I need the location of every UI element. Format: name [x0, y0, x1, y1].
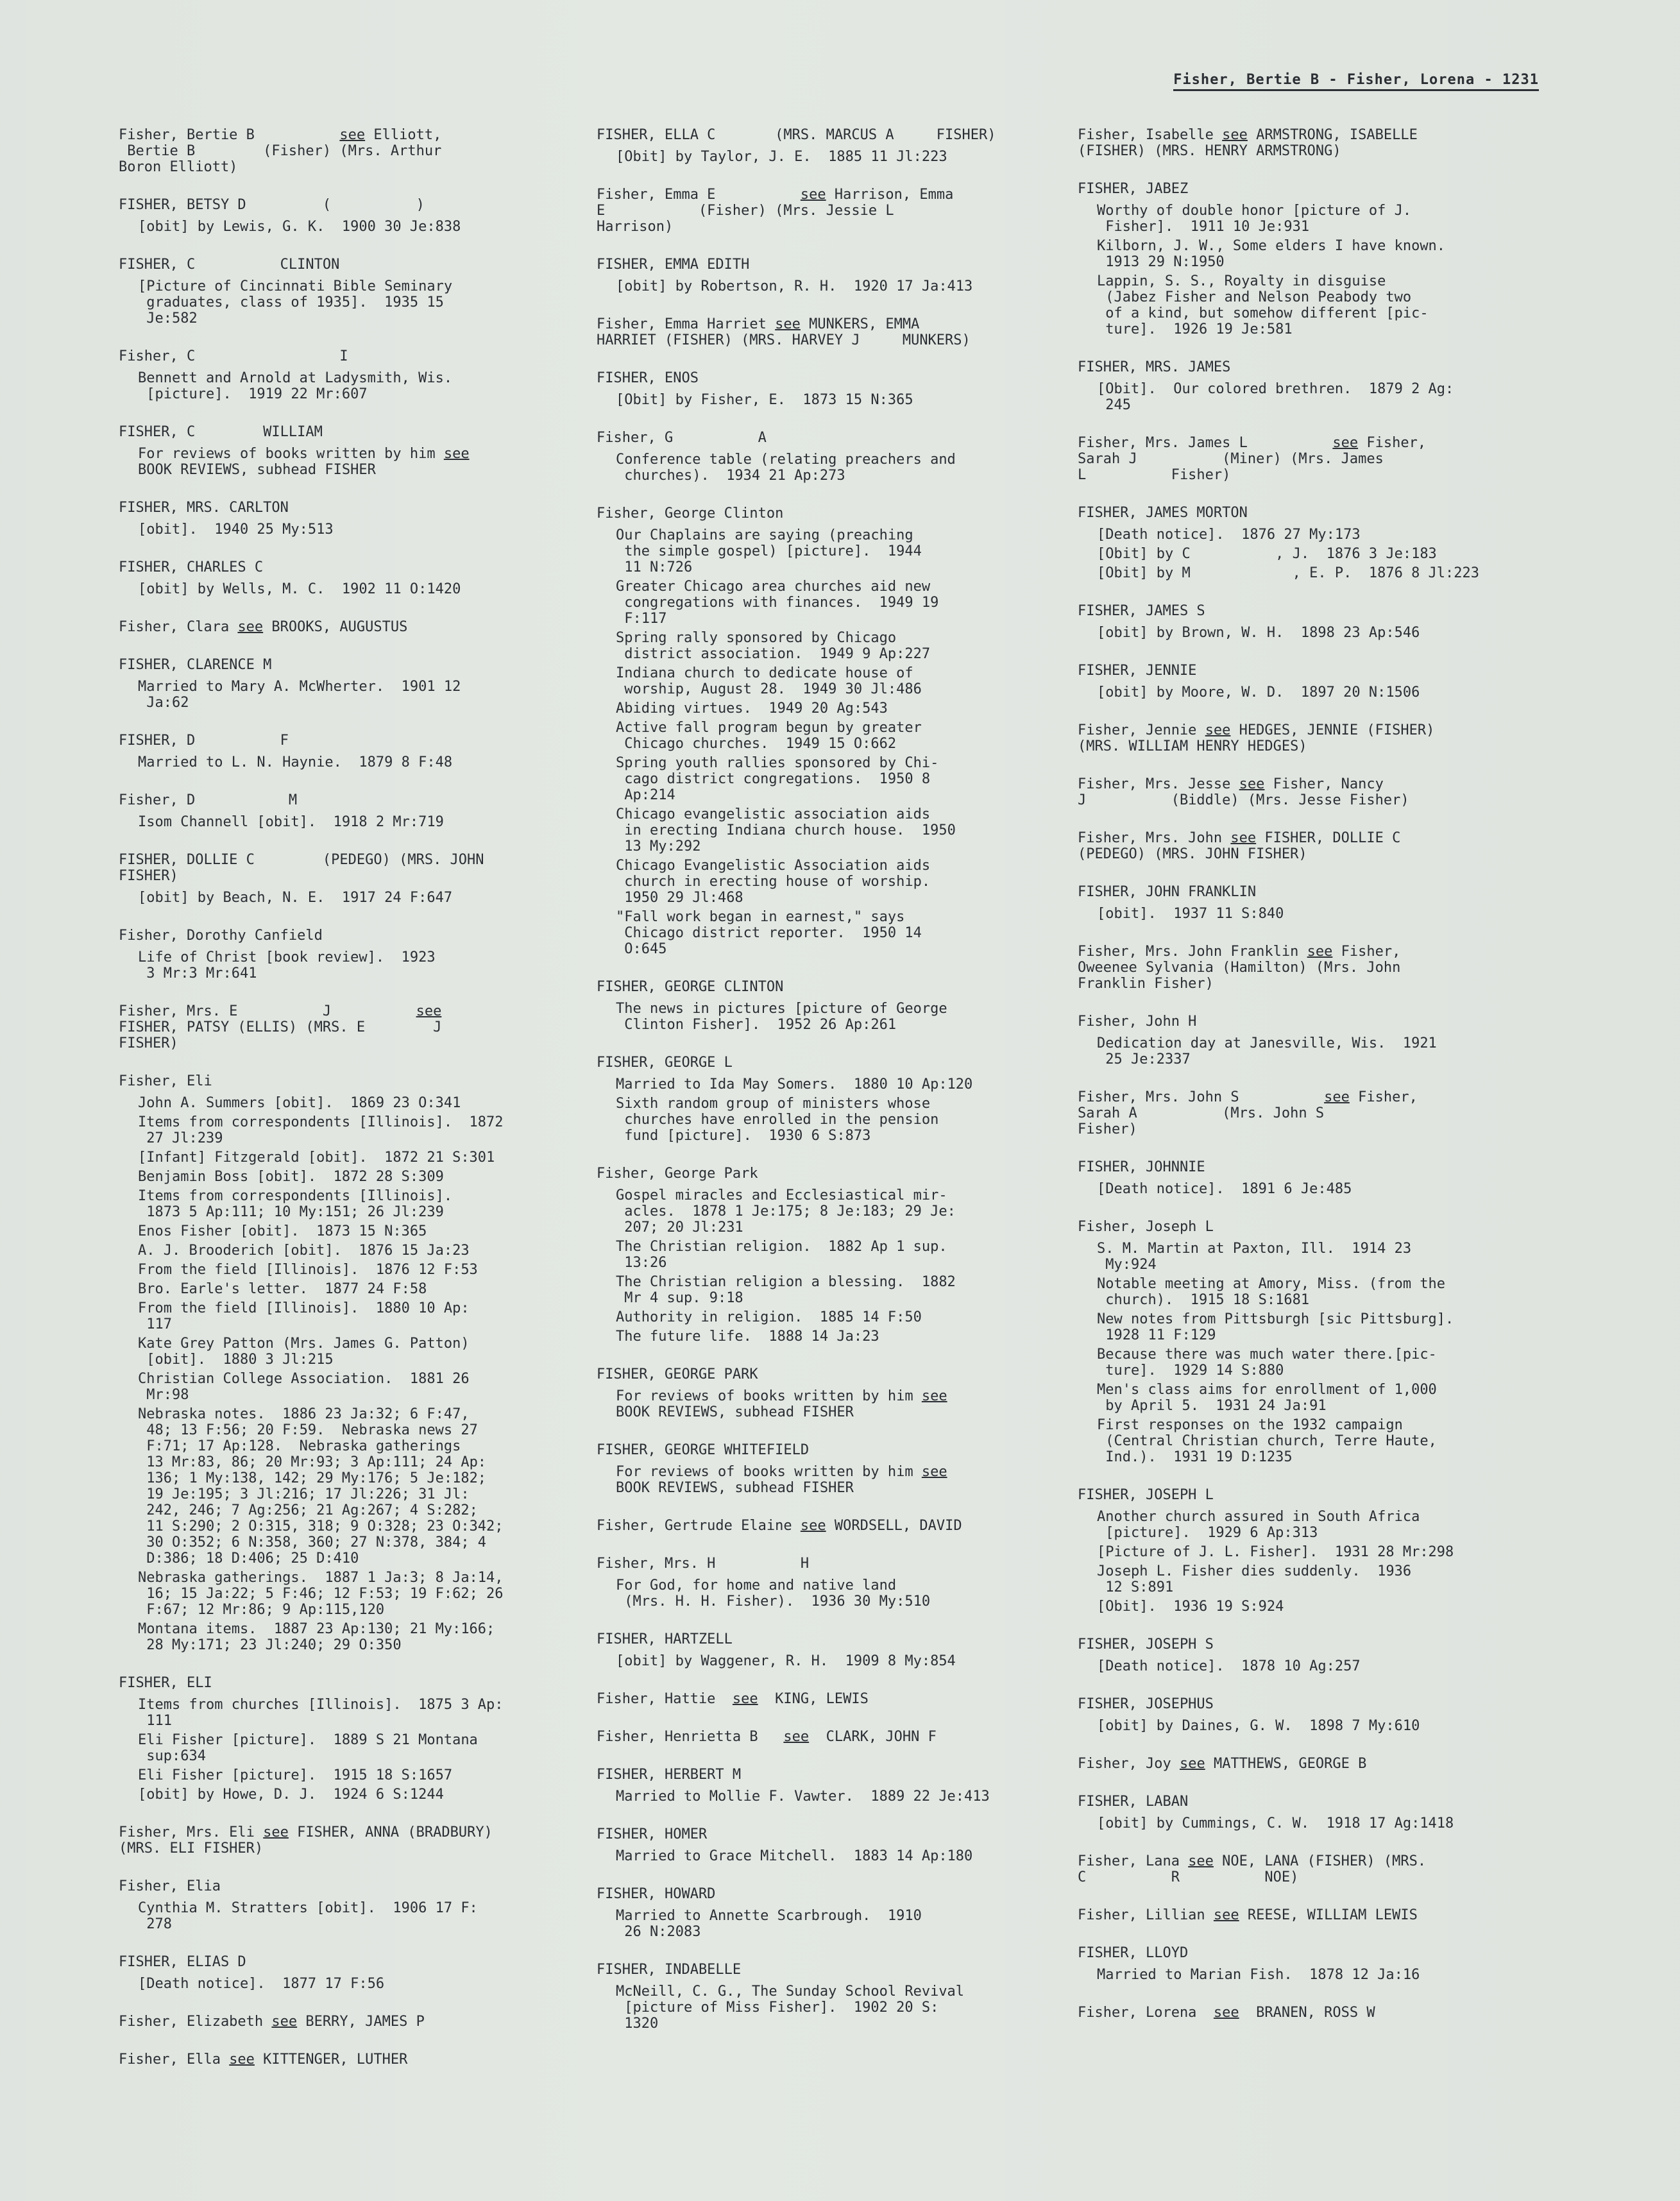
- entry-citation: Men's class aims for enrollment of 1,000 by April 5. 1931 24 Ja:91: [1097, 1382, 1437, 1414]
- entry-citation: Sixth random group of ministers whose churches have enrolled in the pension fund [picture]. 1930 6 S:873: [616, 1096, 939, 1144]
- entry-heading: FISHER, LABAN: [1078, 1794, 1189, 1810]
- entry-heading: Fisher, John H: [1078, 1014, 1197, 1030]
- entry-citation: Montana items. 1887 23 Ap:130; 21 My:166; 28 My:171; 23 Jl:240; 29 O:350: [138, 1621, 495, 1653]
- index-entry: [119, 424, 568, 478]
- entry-heading: FISHER, MRS. CARLTON: [119, 500, 289, 516]
- entry-citation: Lappin, S. S., Royalty in disguise (Jabez Fisher and Nelson Peabody two of a kind, but somehow different [pic- ture]. 1926 19 Je:581: [1097, 273, 1429, 337]
- entry-heading: FISHER, C WILLIAM: [119, 424, 323, 440]
- index-entry: [597, 1518, 1046, 1534]
- entry-heading: Fisher, Bertie B see Elliott, Bertie B (Fisher) (Mrs. Arthur Boron Elliott): [119, 127, 442, 175]
- index-entry: [119, 559, 568, 597]
- index-entry: [119, 1073, 568, 1653]
- index-entry: [119, 852, 568, 906]
- entry-heading: Fisher, Mrs. E J see FISHER, PATSY (ELLIS) (MRS. E J FISHER): [119, 1003, 442, 1051]
- entry-citation: Greater Chicago area churches aid new congregations with finances. 1949 19 F:117: [616, 579, 939, 627]
- index-entry: [1078, 603, 1527, 641]
- entry-citation: [obit]. 1937 11 S:840: [1097, 906, 1284, 922]
- entry-citation: [Picture of Cincinnati Bible Seminary graduates, class of 1935]. 1935 15 Je:582: [138, 278, 453, 327]
- index-entry: [1078, 181, 1527, 337]
- entry-heading: Fisher, Henrietta B see CLARK, JOHN F: [597, 1729, 937, 1745]
- entry-citation: Items from churches [Illinois]. 1875 3 Ap: 111: [138, 1697, 504, 1729]
- entry-heading: Fisher, George Clinton: [597, 506, 784, 522]
- index-entry: [1078, 944, 1527, 992]
- index-entry: [119, 657, 568, 711]
- entry-heading: FISHER, ENOS: [597, 370, 699, 386]
- index-entry: [1078, 1089, 1527, 1137]
- entry-heading: FISHER, CLARENCE M: [119, 657, 272, 673]
- entry-citation: Abiding virtues. 1949 20 Ag:543: [616, 701, 888, 717]
- index-entry: [1078, 2005, 1527, 2021]
- entry-citation: Gospel miracles and Ecclesiastical mir- acles. 1878 1 Je:175; 8 Je:183; 29 Je: 207; 20 Jl:231: [616, 1187, 956, 1236]
- entry-citation: For reviews of books written by him see BOOK REVIEWS, subhead FISHER: [616, 1464, 947, 1496]
- entry-citation: [obit] by Howe, D. J. 1924 6 S:1244: [138, 1787, 444, 1803]
- index-entry: [1078, 776, 1527, 808]
- column-1: [119, 127, 568, 2089]
- entry-heading: FISHER, C CLINTON: [119, 257, 340, 273]
- index-entry: [597, 979, 1046, 1033]
- entry-heading: Fisher, Mrs. H H: [597, 1556, 810, 1572]
- index-entry: [119, 619, 568, 635]
- entry-heading: Fisher, Gertrude Elaine see WORDSELL, DAVID: [597, 1518, 962, 1534]
- entry-heading: FISHER, EMMA EDITH: [597, 257, 750, 273]
- entry-citation: Chicago Evangelistic Association aids church in erecting house of worship. 1950 29 Jl:468: [616, 858, 931, 906]
- index-entry: [597, 127, 1046, 165]
- running-header: Fisher, Bertie B - Fisher, Lorena - 1231: [1173, 72, 1539, 91]
- entry-citation: [Obit] by M , E. P. 1876 8 Jl:223: [1097, 565, 1480, 581]
- index-entry: [1078, 1907, 1527, 1923]
- entry-citation: McNeill, C. G., The Sunday School Revival [picture of Miss Fisher]. 1902 20 S: 1320: [616, 1984, 965, 2032]
- entry-heading: FISHER, INDABELLE: [597, 1962, 742, 1978]
- index-entry: [119, 127, 568, 175]
- entry-citation: For reviews of books written by him see BOOK REVIEWS, subhead FISHER: [616, 1388, 947, 1420]
- index-entry: [1078, 1219, 1527, 1465]
- entry-citation: Married to Mary A. McWherter. 1901 12 Ja:62: [138, 679, 461, 711]
- entry-heading: FISHER, JOHNNIE: [1078, 1159, 1205, 1175]
- entry-citation: [Death notice]. 1878 10 Ag:257: [1097, 1658, 1361, 1674]
- entry-citation: Married to L. N. Haynie. 1879 8 F:48: [138, 754, 453, 770]
- entry-citation: Worthy of double honor [picture of J. Fisher]. 1911 10 Je:931: [1097, 203, 1412, 235]
- index-entry: [119, 1878, 568, 1932]
- entry-heading: FISHER, HOWARD: [597, 1886, 716, 1902]
- entry-heading: Fisher, Clara see BROOKS, AUGUSTUS: [119, 619, 408, 635]
- entry-citation: [obit] by Daines, G. W. 1898 7 My:610: [1097, 1718, 1420, 1734]
- entry-citation: [obit] by Beach, N. E. 1917 24 F:647: [138, 890, 453, 906]
- entry-heading: Fisher, Joy see MATTHEWS, GEORGE B: [1078, 1756, 1367, 1772]
- index-entry: [597, 1691, 1046, 1707]
- entry-citation: [obit] by Wells, M. C. 1902 11 O:1420: [138, 581, 461, 597]
- entry-citation: Married to Ida May Somers. 1880 10 Ap:120: [616, 1076, 973, 1092]
- index-entry: [597, 187, 1046, 235]
- index-entry: [119, 1675, 568, 1803]
- entry-citation: [Obit] by C , J. 1876 3 Je:183: [1097, 546, 1437, 562]
- entry-heading: Fisher, Mrs. John S see Fisher, Sarah A (Mrs. John S Fisher): [1078, 1089, 1418, 1137]
- index-entry: [1078, 1945, 1527, 1983]
- index-entry: [597, 430, 1046, 484]
- index-entry: [119, 2052, 568, 2068]
- index-entry: [119, 348, 568, 402]
- entry-citation: Spring youth rallies sponsored by Chi- cago district congregations. 1950 8 Ap:214: [616, 755, 939, 803]
- index-entry: [119, 792, 568, 830]
- index-entry: [597, 1631, 1046, 1669]
- entry-heading: FISHER, JAMES MORTON: [1078, 505, 1248, 521]
- entry-citation: From the field [Illinois]. 1880 10 Ap: 117: [138, 1300, 470, 1332]
- index-entry: [1078, 722, 1527, 754]
- entry-citation: [Death notice]. 1877 17 F:56: [138, 1976, 385, 1992]
- entry-citation: [obit] by Lewis, G. K. 1900 30 Je:838: [138, 219, 461, 235]
- entry-citation: Married to Marian Fish. 1878 12 Ja:16: [1097, 1967, 1420, 1983]
- index-entry: [1078, 1696, 1527, 1734]
- index-entry: [1078, 830, 1527, 862]
- entry-citation: Active fall program begun by greater Chicago churches. 1949 15 O:662: [616, 720, 922, 752]
- entry-heading: FISHER, HERBERT M: [597, 1767, 742, 1783]
- entry-citation: [Obit] by Fisher, E. 1873 15 N:365: [616, 392, 913, 408]
- index-entry: [119, 500, 568, 538]
- column-2: [597, 127, 1046, 2053]
- entry-citation: Dedication day at Janesville, Wis. 1921 25 Je:2337: [1097, 1035, 1437, 1067]
- entry-citation: Married to Mollie F. Vawter. 1889 22 Je:413: [616, 1789, 990, 1805]
- entry-citation: John A. Summers [obit]. 1869 23 O:341: [138, 1095, 461, 1111]
- entry-heading: FISHER, HOMER: [597, 1826, 708, 1842]
- entry-citation: Authority in religion. 1885 14 F:50: [616, 1309, 922, 1325]
- index-entry: [1078, 127, 1527, 159]
- entry-heading: Fisher, G A: [597, 430, 767, 446]
- entry-citation: Kate Grey Patton (Mrs. James G. Patton) [obit]. 1880 3 Jl:215: [138, 1336, 470, 1368]
- index-entry: [119, 1003, 568, 1051]
- entry-citation: Indiana church to dedicate house of worship, August 28. 1949 30 Jl:486: [616, 665, 922, 697]
- index-entry: [119, 928, 568, 982]
- entry-heading: FISHER, LLOYD: [1078, 1945, 1189, 1961]
- entry-heading: FISHER, HARTZELL: [597, 1631, 733, 1647]
- entry-citation: The Christian religion. 1882 Ap 1 sup. 13:26: [616, 1239, 947, 1271]
- entry-heading: Fisher, Mrs. Eli see FISHER, ANNA (BRADBURY) (MRS. ELI FISHER): [119, 1824, 493, 1857]
- entry-heading: Fisher, Mrs. James L see Fisher, Sarah J (Miner) (Mrs. James L Fisher): [1078, 435, 1427, 483]
- entry-citation: [Death notice]. 1876 27 My:173: [1097, 527, 1361, 543]
- index-entry: [119, 2014, 568, 2030]
- entry-heading: Fisher, Jennie see HEDGES, JENNIE (FISHER) (MRS. WILLIAM HENRY HEDGES): [1078, 722, 1435, 754]
- entry-citation: Bennett and Arnold at Ladysmith, Wis. [picture]. 1919 22 Mr:607: [138, 370, 453, 402]
- entry-citation: "Fall work began in earnest," says Chicago district reporter. 1950 14 O:645: [616, 909, 922, 957]
- entry-heading: Fisher, Lorena see BRANEN, ROSS W: [1078, 2005, 1375, 2021]
- index-entry: [119, 733, 568, 770]
- entry-heading: Fisher, C I: [119, 348, 348, 364]
- entry-citation: Christian College Association. 1881 26 Mr:98: [138, 1371, 470, 1403]
- entry-citation: Our Chaplains are saying (preaching the simple gospel) [picture]. 1944 11 N:726: [616, 527, 922, 575]
- entry-citation: Eli Fisher [picture]. 1889 S 21 Montana sup:634: [138, 1732, 478, 1764]
- entry-citation: [Picture of J. L. Fisher]. 1931 28 Mr:298: [1097, 1544, 1454, 1560]
- entry-citation: Enos Fisher [obit]. 1873 15 N:365: [138, 1223, 427, 1239]
- entry-heading: FISHER, ELIAS D: [119, 1954, 246, 1970]
- index-entry: [119, 197, 568, 235]
- entry-citation: Chicago evangelistic association aids in erecting Indiana church house. 1950 13 My:292: [616, 806, 956, 854]
- index-entry: [1078, 435, 1527, 483]
- index-entry: [597, 1767, 1046, 1805]
- entry-citation: [Obit]. Our colored brethren. 1879 2 Ag: 245: [1097, 381, 1454, 413]
- entry-citation: First responses on the 1932 campaign (Central Christian church, Terre Haute, Ind.). 1931 19 D:1235: [1097, 1417, 1437, 1465]
- entry-heading: Fisher, Mrs. John see FISHER, DOLLIE C (PEDEGO) (MRS. JOHN FISHER): [1078, 830, 1401, 862]
- index-entry: [1078, 1756, 1527, 1772]
- entry-citation: Notable meeting at Amory, Miss. (from the church). 1915 18 S:1681: [1097, 1276, 1446, 1308]
- entry-heading: Fisher, Mrs. John Franklin see Fisher, Oweenee Sylvania (Hamilton) (Mrs. John Franklin Fisher): [1078, 944, 1401, 992]
- entry-heading: FISHER, DOLLIE C (PEDEGO) (MRS. JOHN FISHER): [119, 852, 484, 884]
- index-entry: [597, 1729, 1046, 1745]
- entry-heading: FISHER, JOSEPH L: [1078, 1487, 1214, 1503]
- index-entry: [597, 316, 1046, 348]
- entry-citation: Spring rally sponsored by Chicago district association. 1949 9 Ap:227: [616, 630, 931, 662]
- entry-heading: FISHER, ELLA C (MRS. MARCUS A FISHER): [597, 127, 996, 143]
- index-entry: [597, 1962, 1046, 2032]
- index-entry: [597, 257, 1046, 294]
- entry-heading: FISHER, BETSY D ( ): [119, 197, 425, 213]
- entry-citation: Eli Fisher [picture]. 1915 18 S:1657: [138, 1767, 453, 1783]
- entry-heading: Fisher, Eli: [119, 1073, 212, 1089]
- entry-heading: FISHER, JOHN FRANKLIN: [1078, 884, 1257, 900]
- entry-citation: [obit] by Robertson, R. H. 1920 17 Ja:413: [616, 278, 973, 294]
- entry-heading: Fisher, Lillian see REESE, WILLIAM LEWIS: [1078, 1907, 1418, 1923]
- entry-heading: Fisher, Elizabeth see BERRY, JAMES P: [119, 2014, 425, 2030]
- entry-heading: FISHER, GEORGE WHITEFIELD: [597, 1442, 810, 1458]
- entry-heading: FISHER, D F: [119, 733, 289, 749]
- entry-heading: FISHER, JOSEPHUS: [1078, 1696, 1214, 1712]
- entry-citation: [obit]. 1940 25 My:513: [138, 522, 334, 538]
- entry-citation: [Infant] Fitzgerald [obit]. 1872 21 S:301: [138, 1150, 495, 1166]
- index-entry: [1078, 1794, 1527, 1831]
- entry-heading: Fisher, Lana see NOE, LANA (FISHER) (MRS. C R NOE): [1078, 1853, 1427, 1885]
- index-entry: [597, 1826, 1046, 1864]
- entry-citation: Because there was much water there.[pic- ture]. 1929 14 S:880: [1097, 1347, 1437, 1379]
- index-entry: [119, 1954, 568, 1992]
- entry-heading: Fisher, George Park: [597, 1166, 758, 1182]
- entry-citation: Conference table (relating preachers and churches). 1934 21 Ap:273: [616, 452, 956, 484]
- entry-citation: Married to Grace Mitchell. 1883 14 Ap:180: [616, 1848, 973, 1864]
- entry-citation: Isom Channell [obit]. 1918 2 Mr:719: [138, 814, 444, 830]
- entry-citation: Married to Annette Scarbrough. 1910 26 N:2083: [616, 1908, 922, 1940]
- entry-heading: Fisher, Elia: [119, 1878, 221, 1894]
- index-entry: [1078, 359, 1527, 413]
- index-entry: [1078, 884, 1527, 922]
- entry-heading: FISHER, ELI: [119, 1675, 212, 1691]
- index-entry: [597, 1166, 1046, 1345]
- entry-heading: FISHER, JABEZ: [1078, 181, 1189, 197]
- entry-heading: FISHER, CHARLES C: [119, 559, 264, 575]
- entry-heading: FISHER, JAMES S: [1078, 603, 1205, 619]
- entry-citation: [obit] by Brown, W. H. 1898 23 Ap:546: [1097, 625, 1420, 641]
- entry-citation: Bro. Earle's letter. 1877 24 F:58: [138, 1281, 427, 1297]
- entry-citation: From the field [Illinois]. 1876 12 F:53: [138, 1262, 478, 1278]
- entry-citation: Nebraska notes. 1886 23 Ja:32; 6 F:47, 48; 13 F:56; 20 F:59. Nebraska news 27 F:71; 17 Ap:128. Nebraska gatherings 13 Mr:83, 86; 20 Mr:93; 3 Ap:111; 24 Ap: 136; 1 My:138, 142; 29 My:176; 5 Je:182; 19 Je:195; 3 Jl:216; 17 Jl:226; 31 Jl: 242, 246; 7 Ag:256; 21 Ag:267; 4 S:282; 11 S:290; 2 O:315, 318; 9 O:328; 23 O:342; 30 O:352; 6 N:358, 360; 27 N:378, 384; 4 D:386; 18 D:406; 25 D:410: [138, 1406, 504, 1567]
- entry-heading: FISHER, GEORGE CLINTON: [597, 979, 784, 995]
- index-entry: [597, 370, 1046, 408]
- entry-heading: Fisher, Dorothy Canfield: [119, 928, 323, 944]
- index-entry: [1078, 1636, 1527, 1674]
- index-entry: [1078, 1487, 1527, 1615]
- index-entry: [1078, 1159, 1527, 1197]
- column-3: [1078, 127, 1527, 2043]
- entry-citation: A. J. Brooderich [obit]. 1876 15 Ja:23: [138, 1243, 470, 1259]
- entry-citation: For reviews of books written by him see BOOK REVIEWS, subhead FISHER: [138, 446, 470, 478]
- entry-citation: S. M. Martin at Paxton, Ill. 1914 23 My:924: [1097, 1241, 1412, 1273]
- entry-heading: Fisher, Emma Harriet see MUNKERS, EMMA HARRIET (FISHER) (MRS. HARVEY J MUNKERS): [597, 316, 971, 348]
- entry-heading: FISHER, GEORGE L: [597, 1055, 733, 1071]
- entry-citation: [obit] by Waggener, R. H. 1909 8 My:854: [616, 1653, 956, 1669]
- entry-citation: Joseph L. Fisher dies suddenly. 1936 12 S:891: [1097, 1563, 1412, 1595]
- entry-citation: The future life. 1888 14 Ja:23: [616, 1329, 879, 1345]
- index-entry: [597, 1886, 1046, 1940]
- entry-citation: For God, for home and native land (Mrs. H. H. Fisher). 1936 30 My:510: [616, 1577, 931, 1610]
- entry-heading: Fisher, D M: [119, 792, 298, 808]
- entry-citation: [Death notice]. 1891 6 Je:485: [1097, 1181, 1352, 1197]
- index-entry: [119, 1824, 568, 1857]
- index-entry: [597, 1556, 1046, 1610]
- entry-citation: Items from correspondents [Illinois]. 1872 27 Jl:239: [138, 1114, 504, 1146]
- entry-citation: Cynthia M. Stratters [obit]. 1906 17 F: 278: [138, 1900, 478, 1932]
- index-entry: [1078, 1014, 1527, 1067]
- entry-citation: Kilborn, J. W., Some elders I have known. 1913 29 N:1950: [1097, 238, 1446, 270]
- entry-citation: The Christian religion a blessing. 1882 Mr 4 sup. 9:18: [616, 1274, 956, 1306]
- entry-citation: Nebraska gatherings. 1887 1 Ja:3; 8 Ja:14, 16; 15 Ja:22; 5 F:46; 12 F:53; 19 F:62; 26 F:67; 12 Mr:86; 9 Ap:115,120: [138, 1570, 504, 1618]
- entry-citation: Life of Christ [book review]. 1923 3 Mr:3 Mr:641: [138, 949, 436, 982]
- entry-heading: FISHER, GEORGE PARK: [597, 1366, 758, 1382]
- entry-heading: Fisher, Isabelle see ARMSTRONG, ISABELLE (FISHER) (MRS. HENRY ARMSTRONG): [1078, 127, 1418, 159]
- entry-citation: [Obit] by Taylor, J. E. 1885 11 Jl:223: [616, 149, 947, 165]
- entry-heading: FISHER, JENNIE: [1078, 663, 1197, 679]
- entry-citation: [obit] by Cummings, C. W. 1918 17 Ag:1418: [1097, 1815, 1454, 1831]
- entry-citation: Items from correspondents [Illinois]. 1873 5 Ap:111; 10 My:151; 26 Jl:239: [138, 1188, 453, 1220]
- entry-citation: Benjamin Boss [obit]. 1872 28 S:309: [138, 1169, 444, 1185]
- index-entry: [597, 1442, 1046, 1496]
- index-entry: [597, 1366, 1046, 1420]
- entry-heading: Fisher, Joseph L: [1078, 1219, 1214, 1235]
- entry-heading: Fisher, Mrs. Jesse see Fisher, Nancy J (Biddle) (Mrs. Jesse Fisher): [1078, 776, 1409, 808]
- entry-heading: FISHER, MRS. JAMES: [1078, 359, 1231, 375]
- index-entry: [597, 506, 1046, 957]
- entry-heading: FISHER, JOSEPH S: [1078, 1636, 1214, 1653]
- index-entry: [1078, 505, 1527, 581]
- entry-citation: [obit] by Moore, W. D. 1897 20 N:1506: [1097, 684, 1420, 701]
- entry-heading: Fisher, Emma E see Harrison, Emma E (Fisher) (Mrs. Jessie L Harrison): [597, 187, 954, 235]
- index-entry: [119, 257, 568, 327]
- index-entry: [1078, 663, 1527, 701]
- entry-citation: New notes from Pittsburgh [sic Pittsburg]. 1928 11 F:129: [1097, 1311, 1454, 1343]
- index-entry: [1078, 1853, 1527, 1885]
- entry-heading: Fisher, Ella see KITTENGER, LUTHER: [119, 2052, 408, 2068]
- entry-citation: Another church assured in South Africa [picture]. 1929 6 Ap:313: [1097, 1509, 1420, 1541]
- entry-citation: [Obit]. 1936 19 S:924: [1097, 1599, 1284, 1615]
- entry-heading: Fisher, Hattie see KING, LEWIS: [597, 1691, 869, 1707]
- index-entry: [597, 1055, 1046, 1144]
- entry-citation: The news in pictures [picture of George Clinton Fisher]. 1952 26 Ap:261: [616, 1001, 947, 1033]
